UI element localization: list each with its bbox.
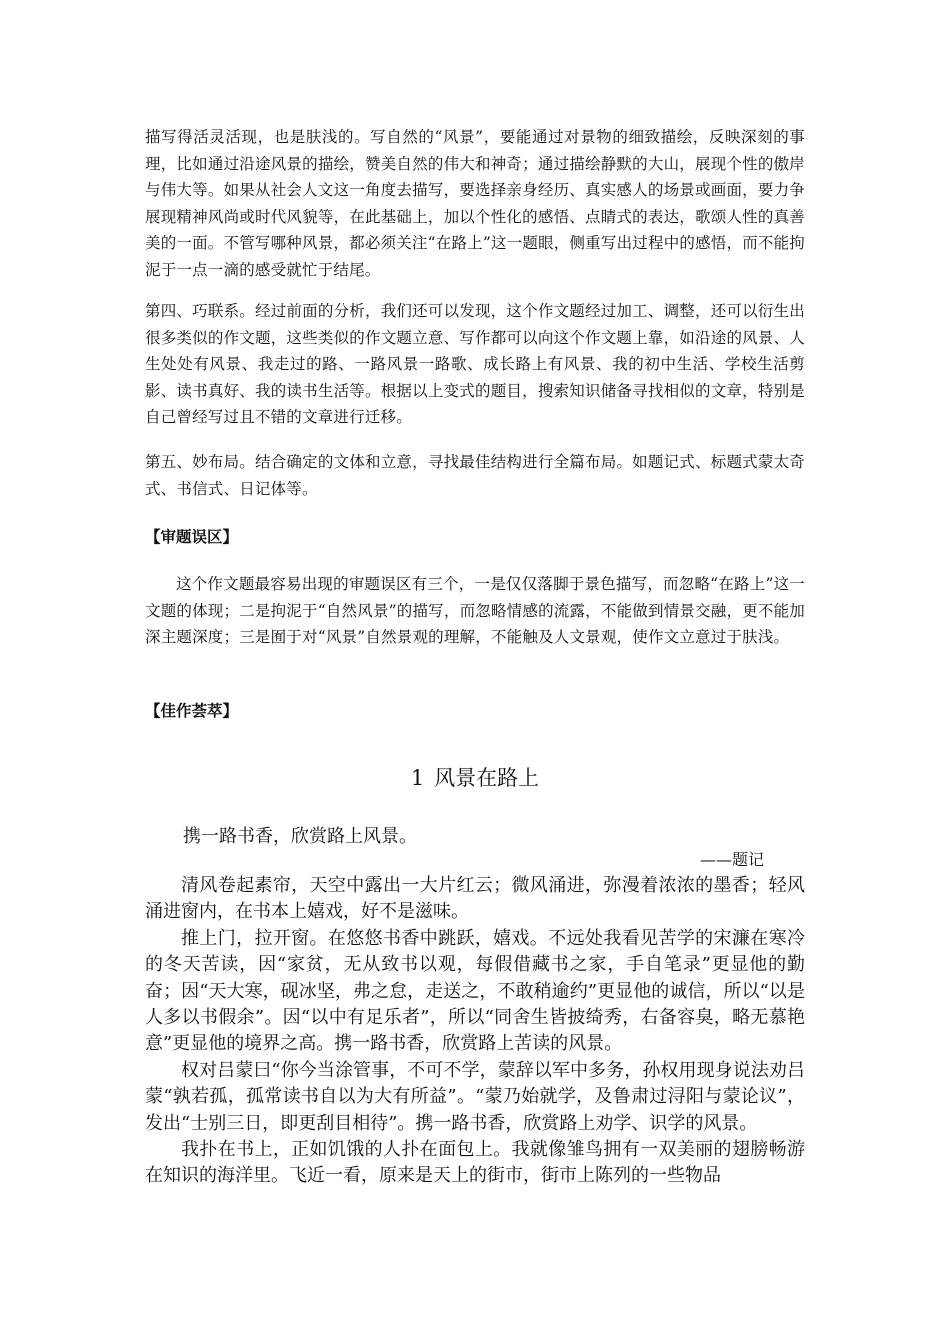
point-four-text: 第四、巧联系。经过前面的分析，我们还可以发现，这个作文题经过加工、调整，还可以衍生出很多类似的作文题，这些类似的作文题立意、写作都可以向这个作文题上靠，如沿途的风景、人生处处有风景、我走过的路、一路风景一路歌、成长路上有风景、我的初中生活、学校生活剪影、读书真好、我的读书生活等。根据以上变式的题目，搜索知识储备寻找相似的文章，特别是自己曾经写过且不错的文章进行迁移。 xyxy=(145,302,805,426)
essay-title xyxy=(0,763,950,793)
pitfalls-heading: 【审题误区】 xyxy=(145,527,239,546)
essay-title-text: 风景在路上 xyxy=(434,766,540,790)
point-five-text: 第五、妙布局。结合确定的文体和立意，寻找最佳结构进行全篇布局。如题记式、标题式蒙太奇式、书信式、日记体等。 xyxy=(145,453,805,498)
essay-paragraph: 我扑在书上，正如饥饿的人扑在面包上。我就像雏鸟拥有一双美丽的翅膀畅游在知识的海洋里。飞近一看，原来是天上的街市，街市上陈列的一些物品 xyxy=(145,1139,805,1187)
essay-paragraph: 权对吕蒙曰“你今当涂管事，不可不学，蒙辞以军中多务，孙权用现身说法劝吕蒙“孰若孤，孤常读书自以为大有所益”。“蒙乃始就学，及鲁肃过浔阳与蒙论议”，发出“士别三日，即更刮目相待”。携一路书香，欣赏路上劝学、识学的风景。 xyxy=(145,1059,805,1134)
essay-number: 1 xyxy=(410,766,425,790)
examples-heading: 【佳作荟萃】 xyxy=(145,701,239,720)
essay-epigraph: 携一路书香，欣赏路上风景。 xyxy=(183,826,417,847)
intro-paragraph xyxy=(145,124,805,283)
intro-paragraph-text: 描写得活灵活现，也是肤浅的。写自然的“风景”，要能通过对景物的细致描绘，反映深刻的事理，比如通过沿途风景的描绘，赞美自然的伟大和神奇；通过描绘静默的大山，展现个性的傲岸与伟大等。如果从社会人文这一角度去描写，要选择亲身经历、真实感人的场景或画面，要力争展现精神风尚或时代风貌等，在此基础上，加以个性化的感悟、点睛式的表达，歌颂人性的真善美的一面。不管写哪种风景，都必须关注“在路上”这一题眼，侧重写出过程中的感悟，而不能拘泥于一点一滴的感受就忙于结尾。 xyxy=(145,128,805,279)
essay-paragraph: 清风卷起素帘，天空中露出一大片红云；微风涌进，弥漫着浓浓的墨香；轻风涌进窗内，在书本上嬉戏，好不是滋味。 xyxy=(145,875,805,923)
point-four-paragraph xyxy=(145,298,805,431)
point-five-paragraph xyxy=(145,449,805,502)
pitfalls-text: 这个作文题最容易出现的审题误区有三个，一是仅仅落脚于景色描写，而忽略“在路上”这一文题的体现；二是拘泥于“自然风景”的描写，而忽略情感的流露，不能做到情景交融，更不能加深主题深度；三是囿于对“风景”自然景观的理解，不能触及人文景观，使作文立意过于肤浅。 xyxy=(145,575,805,646)
epigraph-attribution: ——题记 xyxy=(700,850,765,869)
essay-paragraph: 推上门，拉开窗。在悠悠书香中跳跃，嬉戏。不远处我看见苦学的宋濂在寒冷的冬天苦读，因“家贫，无从致书以观，每假借藏书之家，手自笔录”更显他的勤奋；因“天大寒，砚冰坚，弗之怠，走送之，不敢稍逾约”更显他的诚信，所以“以是人多以书假余”。因“以中有足乐者”，所以“同舍生皆披绮秀，右备容臭，略无慕艳意”更显他的境界之高。携一路书香，欣赏路上苦读的风景。 xyxy=(145,927,805,1055)
essay-body xyxy=(145,873,805,1190)
pitfalls-paragraph xyxy=(145,571,805,651)
